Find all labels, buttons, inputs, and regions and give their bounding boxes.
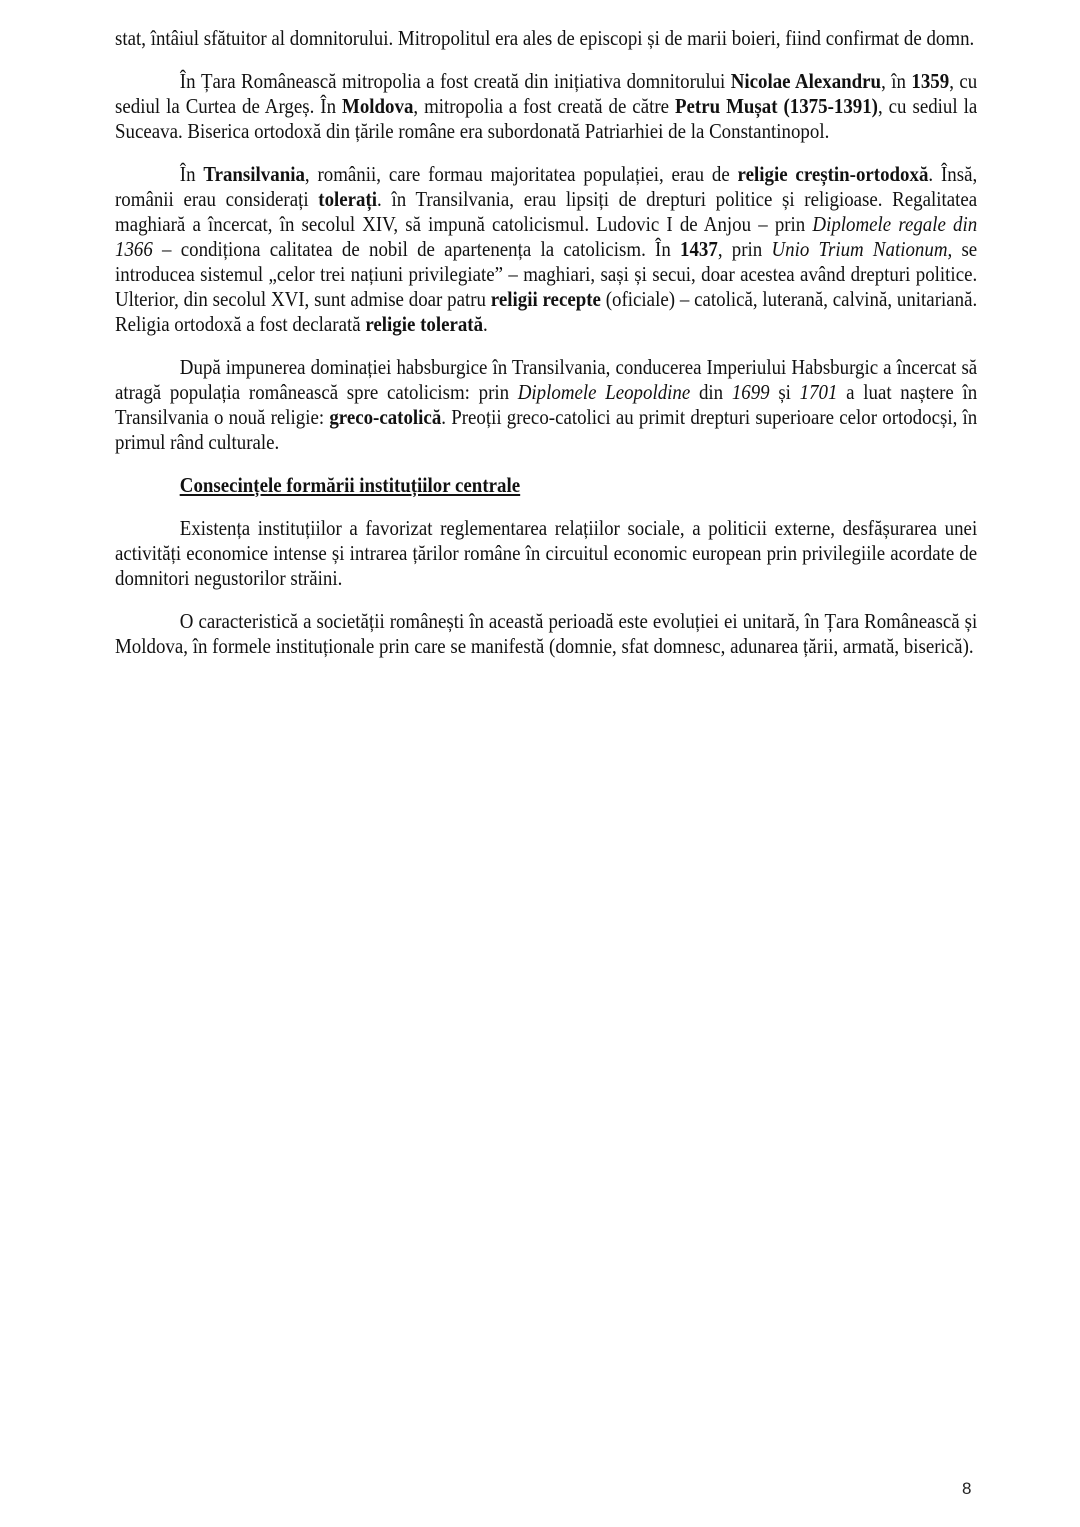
bold-text: religie tolerată: [365, 312, 484, 336]
paragraph: [115, 609, 977, 659]
text-run: O caracteristică a societății românești în această perioadă este evoluției ei unitară, în Țara Românească și Moldova, în formele instituționale prin care se manifestă (domnie, sfat domnesc, adunarea țării, armată, biserică).: [115, 609, 978, 658]
text-run: a luat naștere în Transilvania o nouă religie:: [115, 380, 978, 429]
bold-text: 1359: [911, 69, 950, 93]
italic-text: Diplomele regale din 1366: [115, 212, 978, 261]
bold-text: Transilvania: [203, 162, 305, 186]
text-run: Existența instituțiilor a favorizat reglementarea relațiilor sociale, a politicii externe, desfășurarea unei activități economice intense și intrarea țărilor române în circuitul economic european prin privilegiile acordate de domnitori negustorilor străini.: [115, 516, 978, 590]
section-heading: [115, 473, 977, 498]
paragraph: [115, 162, 977, 337]
italic-text: 1699: [731, 380, 770, 404]
text-run: se introducea sistemul „celor trei națiuni privilegiate” – maghiari, sași și secui, doar acestea având drepturi politice. Ulterior, din secolul XVI, sunt admise doar patru: [115, 237, 978, 311]
paragraph: [115, 26, 977, 51]
bold-text: tolerați: [318, 187, 378, 211]
document-body: [115, 26, 977, 677]
text-run: .: [483, 312, 488, 336]
text-run: , prin: [717, 237, 772, 261]
page-number: 8: [962, 1479, 972, 1498]
text-run: , cu sediul la Suceava. Biserica ortodoxă din țările române era subordonată Patriarhiei de la Constantinopol.: [115, 94, 978, 143]
bold-text: religii recepte: [490, 287, 601, 311]
paragraph: [115, 516, 977, 591]
bold-text: Petru Mușat (1375-1391): [674, 94, 878, 118]
bold-text: religie creștin-ortodoxă: [737, 162, 929, 186]
text-run: În Țara Românească mitropolia a fost creată din inițiativa domnitorului: [179, 69, 731, 93]
italic-text: Diplomele Leopoldine: [517, 380, 691, 404]
italic-text: 1701: [799, 380, 838, 404]
bold-text: Nicolae Alexandru: [730, 69, 882, 93]
text-run: și: [769, 380, 800, 404]
text-run: Consecințele formării instituțiilor centrale: [179, 473, 521, 497]
text-run: din: [690, 380, 732, 404]
text-run: , cu sediul la Curtea de Argeș. În: [115, 69, 978, 118]
text-run: După impunerea dominației habsburgice în Transilvania, conducerea Imperiului Habsburgic a încercat să atragă populația românească spre catolicism: prin: [115, 355, 978, 404]
text-run: , mitropolia a fost creată de către: [413, 94, 675, 118]
section-heading-text: [180, 473, 520, 497]
bold-text: greco-catolică: [329, 405, 442, 429]
bold-text: 1437: [680, 237, 718, 261]
text-run: . Însă, românii erau considerați: [115, 162, 978, 211]
text-run: (oficiale) – catolică, luterană, calvină, unitariană. Religia ortodoxă a fost declarată: [115, 287, 978, 336]
text-run: În: [179, 162, 204, 186]
text-run: . în Transilvania, erau lipsiți de drepturi politice și religioase. Regalitatea maghiară a încercat, în secolul XIV, să impună catolicismul. Ludovic I de Anjou – prin: [115, 187, 978, 236]
text-run: stat, întâiul sfătuitor al domnitorului. Mitropolitul era ales de episcopi și de marii boieri, fiind confirmat de domn.: [115, 26, 975, 50]
text-run: – condiționa calitatea de nobil de apartenența la catolicism. În: [152, 237, 681, 261]
text-run: . Preoții greco-catolici au primit drepturi superioare celor ortodocși, în primul rând culturale.: [115, 405, 978, 454]
text-run: , românii, care formau majoritatea populației, erau de: [304, 162, 738, 186]
text-run: , în: [881, 69, 912, 93]
bold-text: Moldova: [341, 94, 414, 118]
paragraph: [115, 69, 977, 144]
italic-text: Unio Trium Nationum,: [771, 237, 953, 261]
paragraph: [115, 355, 977, 455]
